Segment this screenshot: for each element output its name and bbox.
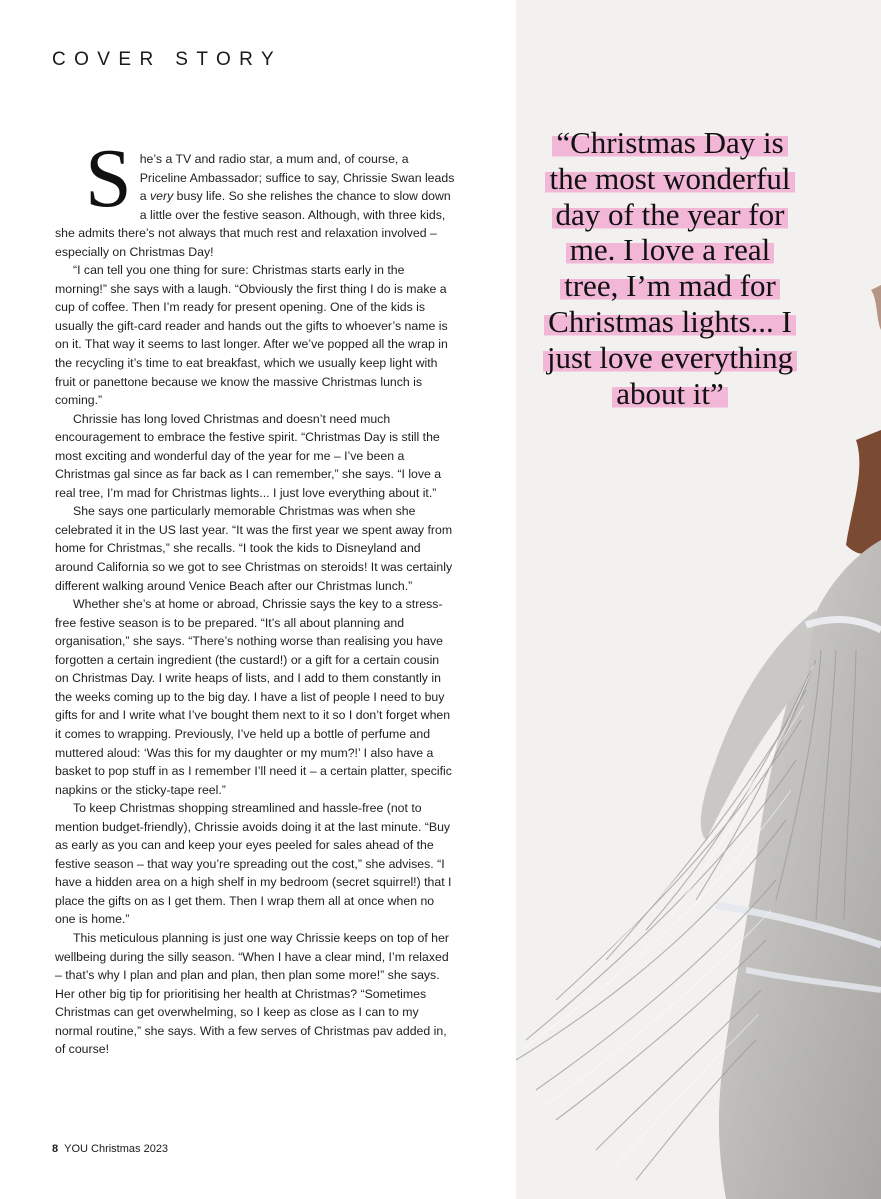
paragraph-3: Chrissie has long loved Christmas and doesn’t need much encouragement to embrace the festive spirit. “Christmas Day is still the most exciting and wonderful day of the year for me – I’ve been a Christmas gal since as far back as I can remember,” she says. “I love a real tree, I’m mad for Christmas lights... I just love everything about it.” [55,411,442,500]
page-number: 8 [52,1143,59,1155]
paragraph-7: This meticulous planning is just one way Chrissie keeps on top of her wellbeing during the silly season. “When I have a clear mind, I’m relaxed – that’s why I plan and plan and plan, then plan some more!” she says. Her other big tip for prioritising her health at Christmas? “Sometimes Christmas can get overwhelming, so I keep as close as I can to my normal routine,” she says. With a few serves of Christmas pav added in, of course! [55,930,449,1057]
section-label: COVER STORY [52,49,283,70]
paragraph-1: She’s a TV and radio star, a mum and, of course, a Priceline Ambassador; suffice to say, Chrissie Swan leads a very busy life. So she relishes the chance to slow down a little over the festive season. Although, with three kids, she admits there’s not always that much rest and relaxation involved – especially on Christmas Day! [55,132,455,259]
paragraph-2: “I can tell you one thing for sure: Christmas starts early in the morning!” she says with a laugh. “Obviously the first thing I do is make a cup of coffee. Then I’m ready for present opening. One of the kids is usually the gift-card reader and hands out the gifts to whoever’s name is on it. That way it seems to last longer. After we’ve popped all the wrap in the recycling it’s time to eat breakfast, which we usually keep light with fruit or panettone because we know the massive Christmas lunch is coming.” [55,263,448,408]
publication-name: YOU Christmas 2023 [64,1143,169,1155]
paragraph-6: To keep Christmas shopping streamlined and hassle-free (not to mention budget-friendly), Chrissie avoids doing it at the last minute. “Buy as early as you can and keep your eyes peeled for sales ahead of the festive season – that way you’re spreading out the cost,” she advises. “I have a hidden area on a high shelf in my bedroom (secret squirrel!) that I place the gifts on as I get them. Then I wrap them all at once when no one is home.” [55,801,452,927]
pull-quote-text: “Christmas Day is the most wonderful day of the year for me. I love a real tree, I’m mad for Christmas lights... I just love everything about it” [543,125,797,411]
pull-quote [540,125,800,411]
paragraph-5: Whether she’s at home or abroad, Chrissie says the key to a stress-free festive season is to be prepared. “It’s all about planning and organisation,” she says. “There’s nothing worse than realising you have forgotten a certain ingredient (the custard!) or a gift for a certain cousin on Christmas Day. I write heaps of lists, and I add to them constantly in the weeks coming up to the big day. I have a list of people I need to buy gifts for and I write what I’ve bought them next to it so I don’t forget when it comes to wrapping. Previously, I’ve held up a bottle of perfume and muttered aloud: ‘Was this for my daughter or my mum?!’ I also have a basket to pop stuff in as I remember I’ll need it – a certain platter, specific napkins or the sticky-tape reel.” [55,597,452,797]
paragraph-4: She says one particularly memorable Christmas was when she celebrated it in the US last year. “It was the first year we spent away from home for Christmas,” she recalls. “I took the kids to Disneyland and around California so we got to see Christmas on steroids! It was certainly different walking around Venice Beach after our Christmas lunch.” [55,504,453,593]
drop-cap: S [85,132,132,225]
article-body [55,132,455,1059]
photo-column [516,0,881,1199]
page-footer [52,1143,168,1155]
